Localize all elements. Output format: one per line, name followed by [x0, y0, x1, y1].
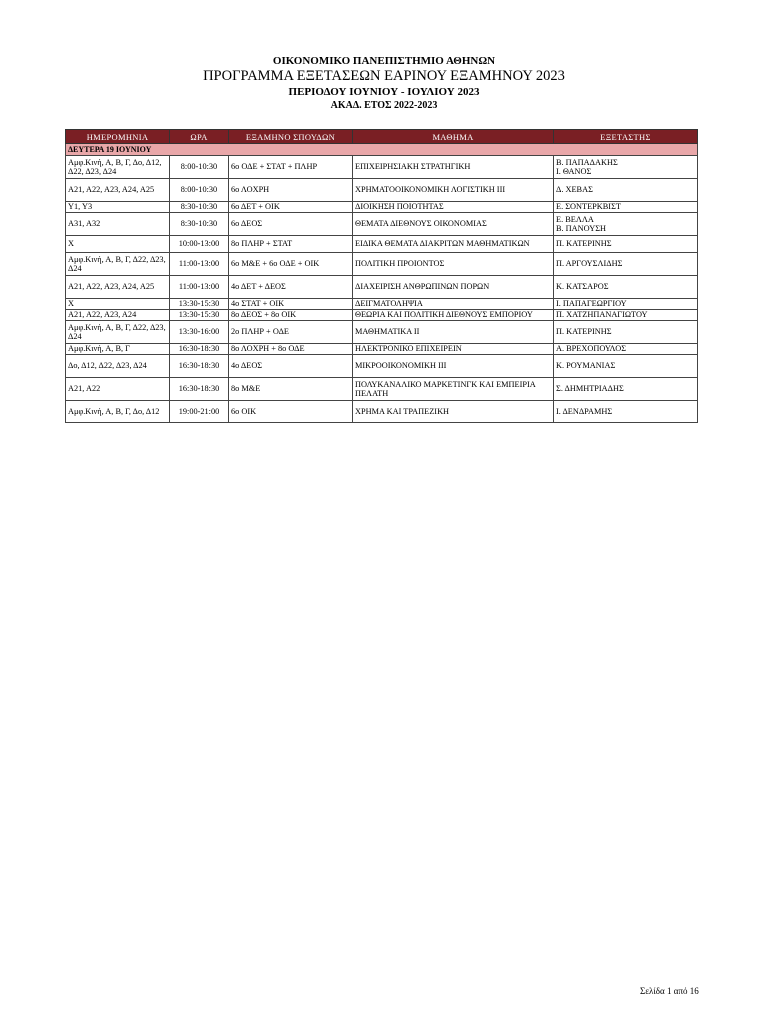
cell-examiner: Ε. ΒΕΛΛΑ Β. ΠΑΝΟΥΣΗ: [554, 213, 698, 236]
cell-time: 8:00-10:30: [170, 179, 229, 202]
cell-course: ΔΙΟΙΚΗΣΗ ΠΟΙΟΤΗΤΑΣ: [353, 202, 554, 213]
cell-room: Αμφ.Κινή, Α, Β, Γ, Δο, Δ12: [66, 401, 170, 423]
cell-room: Α21, Α22: [66, 378, 170, 401]
cell-room: Υ1, Υ3: [66, 202, 170, 213]
table-row: [66, 344, 698, 355]
cell-time: 19:00-21:00: [170, 401, 229, 423]
cell-time: 8:30-10:30: [170, 202, 229, 213]
cell-examiner: Σ. ΔΗΜΗΤΡΙΑΔΗΣ: [554, 378, 698, 401]
day-label: ΔΕΥΤΕΡΑ 19 ΙΟΥΝΙΟΥ: [66, 144, 698, 156]
cell-examiner: Π. ΑΡΓΟΥΣΛΙΔΗΣ: [554, 253, 698, 276]
cell-course: ΕΙΔΙΚΑ ΘΕΜΑΤΑ ΔΙΑΚΡΙΤΩΝ ΜΑΘΗΜΑΤΙΚΩΝ: [353, 236, 554, 253]
col-header-examiner: ΕΞΕΤΑΣΤΗΣ: [554, 130, 698, 144]
page-number: Σελίδα 1 από 16: [640, 986, 699, 996]
table-row: [66, 253, 698, 276]
cell-examiner: Ε. ΣΟΝΤΕΡΚΒΙΣΤ: [554, 202, 698, 213]
cell-semester: 8ο ΛΟΧΡΗ + 8ο ΟΔΕ: [229, 344, 353, 355]
cell-course: ΔΙΑΧΕΙΡΙΣΗ ΑΝΘΡΩΠΙΝΩΝ ΠΟΡΩΝ: [353, 276, 554, 299]
cell-course: ΧΡΗΜΑΤΟΟΙΚΟΝΟΜΙΚΗ ΛΟΓΙΣΤΙΚΗ ΙΙΙ: [353, 179, 554, 202]
cell-room: Δο, Δ12, Δ22, Δ23, Δ24: [66, 355, 170, 378]
cell-examiner: Π. ΚΑΤΕΡΙΝΗΣ: [554, 236, 698, 253]
table-row: [66, 321, 698, 344]
table-row: [66, 378, 698, 401]
table-row: [66, 276, 698, 299]
document-header: [0, 54, 768, 113]
cell-examiner: Π. ΚΑΤΕΡΙΝΗΣ: [554, 321, 698, 344]
cell-course: ΔΕΙΓΜΑΤΟΛΗΨΙΑ: [353, 299, 554, 310]
cell-room: Α21, Α22, Α23, Α24, Α25: [66, 276, 170, 299]
cell-semester: 8ο ΔΕΟΣ + 8ο ΟΙΚ: [229, 310, 353, 321]
cell-course: ΠΟΛΥΚΑΝΑΛΙΚΟ ΜΑΡΚΕΤΙΝΓΚ ΚΑΙ ΕΜΠΕΙΡΙΑ ΠΕΛΑΤΗ: [353, 378, 554, 401]
academic-year: ΑΚΑΔ. ΕΤΟΣ 2022-2023: [330, 100, 438, 111]
cell-examiner: Π. ΧΑΤΖΗΠΑΝΑΓΙΩΤΟΥ: [554, 310, 698, 321]
day-row: [66, 144, 698, 156]
cell-semester: 6ο ΟΙΚ: [229, 401, 353, 423]
cell-course: ΘΕΩΡΙΑ ΚΑΙ ΠΟΛΙΤΙΚΗ ΔΙΕΘΝΟΥΣ ΕΜΠΟΡΙΟΥ: [353, 310, 554, 321]
cell-semester: 4ο ΔΕΟΣ: [229, 355, 353, 378]
cell-time: 16:30-18:30: [170, 344, 229, 355]
cell-course: ΜΙΚΡΟΟΙΚΟΝΟΜΙΚΗ ΙΙΙ: [353, 355, 554, 378]
col-header-semester: ΕΞΑΜΗΝΟ ΣΠΟΥΔΩΝ: [229, 130, 353, 144]
cell-course: ΠΟΛΙΤΙΚΗ ΠΡΟΙΟΝΤΟΣ: [353, 253, 554, 276]
cell-course: ΗΛΕΚΤΡΟΝΙΚΟ ΕΠΙΧΕΙΡΕΙΝ: [353, 344, 554, 355]
cell-room: Αμφ.Κινή, Α, Β, Γ, Δ22, Δ23, Δ24: [66, 321, 170, 344]
cell-examiner: Κ. ΚΑΤΣΑΡΟΣ: [554, 276, 698, 299]
table-row: [66, 156, 698, 179]
cell-examiner: Ι. ΠΑΠΑΓΕΩΡΓΙΟΥ: [554, 299, 698, 310]
cell-semester: 8ο ΠΛΗΡ + ΣΤΑΤ: [229, 236, 353, 253]
table-row: [66, 202, 698, 213]
cell-course: ΕΠΙΧΕΙΡΗΣΙΑΚΗ ΣΤΡΑΤΗΓΙΚΗ: [353, 156, 554, 179]
table-row: [66, 299, 698, 310]
cell-examiner: Κ. ΡΟΥΜΑΝΙΑΣ: [554, 355, 698, 378]
cell-examiner: Ι. ΔΕΝΔΡΑΜΗΣ: [554, 401, 698, 423]
cell-time: 16:30-18:30: [170, 378, 229, 401]
cell-time: 11:00-13:00: [170, 253, 229, 276]
col-header-time: ΩΡΑ: [170, 130, 229, 144]
cell-time: 8:30-10:30: [170, 213, 229, 236]
table-row: [66, 236, 698, 253]
cell-semester: 6ο Μ&Ε + 6ο ΟΔΕ + ΟΙΚ: [229, 253, 353, 276]
cell-examiner: Β. ΠΑΠΑΔΑΚΗΣ Ι. ΘΑΝΟΣ: [554, 156, 698, 179]
table-row: [66, 179, 698, 202]
document-title: ΠΡΟΓΡΑΜΜΑ ΕΞΕΤΑΣΕΩΝ ΕΑΡΙΝΟΥ ΕΞΑΜΗΝΟΥ 2023: [203, 68, 565, 84]
cell-course: ΧΡΗΜΑ ΚΑΙ ΤΡΑΠΕΖΙΚΗ: [353, 401, 554, 423]
col-header-date: ΗΜΕΡΟΜΗΝΙΑ: [66, 130, 170, 144]
cell-room: Αμφ.Κινή, Α, Β, Γ, Δ22, Δ23, Δ24: [66, 253, 170, 276]
exam-schedule-table: [65, 129, 698, 423]
cell-room: Α21, Α22, Α23, Α24, Α25: [66, 179, 170, 202]
cell-course: ΜΑΘΗΜΑΤΙΚΑ ΙΙ: [353, 321, 554, 344]
cell-time: 8:00-10:30: [170, 156, 229, 179]
table-row: [66, 401, 698, 423]
cell-semester: 6ο ΟΔΕ + ΣΤΑΤ + ΠΛΗΡ: [229, 156, 353, 179]
cell-room: Αμφ.Κινή, Α, Β, Γ, Δο, Δ12, Δ22, Δ23, Δ24: [66, 156, 170, 179]
cell-room: Αμφ.Κινή, Α, Β, Γ: [66, 344, 170, 355]
cell-semester: 4ο ΔΕΤ + ΔΕΟΣ: [229, 276, 353, 299]
cell-semester: 8ο Μ&Ε: [229, 378, 353, 401]
cell-semester: 6ο ΛΟΧΡΗ: [229, 179, 353, 202]
cell-time: 16:30-18:30: [170, 355, 229, 378]
col-header-course: ΜΑΘΗΜΑ: [353, 130, 554, 144]
cell-room: Χ: [66, 299, 170, 310]
cell-semester: 6ο ΔΕΤ + ΟΙΚ: [229, 202, 353, 213]
cell-time: 11:00-13:00: [170, 276, 229, 299]
cell-time: 13:30-15:30: [170, 299, 229, 310]
cell-examiner: Α. ΒΡΕΧΟΠΟΥΛΟΣ: [554, 344, 698, 355]
cell-room: Χ: [66, 236, 170, 253]
cell-time: 13:30-16:00: [170, 321, 229, 344]
exam-period: ΠΕΡΙΟΔΟΥ ΙΟΥΝΙΟΥ - ΙΟΥΛΙΟΥ 2023: [288, 86, 480, 98]
cell-examiner: Δ. ΧΕΒΑΣ: [554, 179, 698, 202]
cell-time: 10:00-13:00: [170, 236, 229, 253]
cell-time: 13:30-15:30: [170, 310, 229, 321]
cell-room: Α31, Α32: [66, 213, 170, 236]
university-name: ΟΙΚΟΝΟΜΙΚΟ ΠΑΝΕΠΙΣΤΗΜΙΟ ΑΘΗΝΩΝ: [272, 55, 496, 67]
cell-semester: 2ο ΠΛΗΡ + ΟΔΕ: [229, 321, 353, 344]
cell-semester: 6ο ΔΕΟΣ: [229, 213, 353, 236]
cell-semester: 4ο ΣΤΑΤ + ΟΙΚ: [229, 299, 353, 310]
table-row: [66, 355, 698, 378]
table-header-row: [66, 130, 698, 144]
cell-room: Α21, Α22, Α23, Α24: [66, 310, 170, 321]
table-row: [66, 310, 698, 321]
table-row: [66, 213, 698, 236]
cell-course: ΘΕΜΑΤΑ ΔΙΕΘΝΟΥΣ ΟΙΚΟΝΟΜΙΑΣ: [353, 213, 554, 236]
